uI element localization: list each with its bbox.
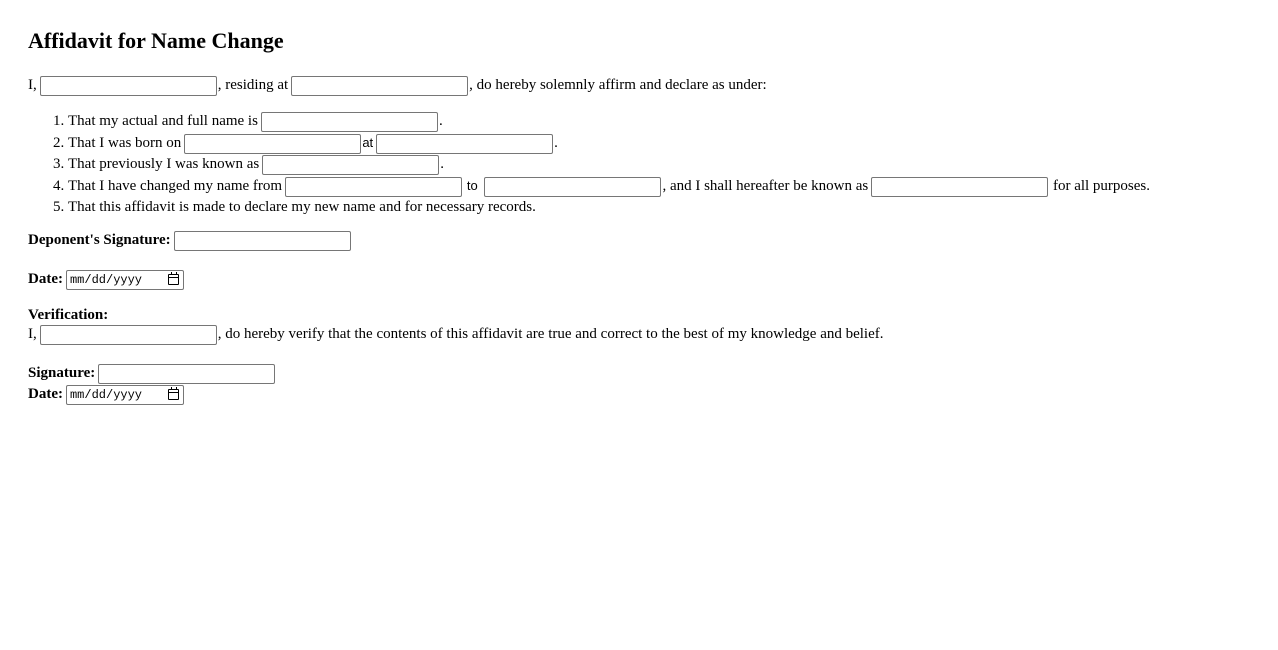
date2-placeholder: mm/dd/yyyy	[69, 387, 142, 402]
previous-name-input[interactable]	[262, 155, 439, 175]
intro-prefix: I,	[28, 77, 37, 93]
list-item	[68, 111, 1150, 132]
list-item	[68, 197, 1150, 218]
birth-date-input[interactable]	[184, 134, 361, 154]
new-name-input[interactable]	[484, 177, 661, 197]
date2-row	[28, 384, 184, 405]
known-as-input[interactable]	[871, 177, 1048, 197]
declarations-list	[28, 111, 1150, 218]
verification-prefix: I,	[28, 326, 37, 342]
signature-label: Signature:	[28, 365, 96, 381]
verifier-name-input[interactable]	[40, 325, 217, 345]
calendar-icon[interactable]	[168, 274, 179, 285]
list-item	[68, 132, 1150, 154]
verification-suffix: , do hereby verify that the contents of this affidavit are true and correct to the best of my knowledge and belief.	[217, 326, 884, 342]
deponent-name-input[interactable]	[40, 76, 217, 96]
date-input[interactable]	[66, 270, 184, 290]
intro-suffix: , do hereby solemnly affirm and declare as under:	[469, 77, 767, 93]
residence-input[interactable]	[291, 76, 468, 96]
item4-to: to	[466, 178, 478, 193]
intro-line	[28, 75, 767, 96]
date2-input[interactable]	[66, 385, 184, 405]
item3-end: .	[440, 156, 444, 172]
list-item	[68, 175, 1150, 197]
deponent-signature-input[interactable]	[174, 231, 351, 251]
page-title: Affidavit for Name Change	[28, 28, 284, 53]
verification-heading: Verification:	[28, 307, 109, 323]
birth-place-input[interactable]	[376, 134, 553, 154]
deponent-signature-row	[28, 230, 352, 251]
verification-line	[28, 324, 884, 345]
item2-end: .	[554, 135, 558, 151]
date2-label: Date:	[28, 386, 63, 402]
full-name-input[interactable]	[261, 112, 438, 132]
signature-row	[28, 363, 276, 384]
date-label: Date:	[28, 271, 63, 287]
item1-text: That my actual and full name is	[68, 113, 258, 129]
item4-middle: , and I shall hereafter be known as	[662, 178, 869, 194]
item5-text: That this affidavit is made to declare my new name and for necessary records.	[68, 199, 536, 215]
item3-text: That previously I was known as	[68, 156, 260, 172]
calendar-icon[interactable]	[168, 389, 179, 400]
date-row	[28, 269, 184, 290]
residing-label: , residing at	[217, 77, 289, 93]
list-item	[68, 154, 1150, 175]
date-placeholder: mm/dd/yyyy	[69, 272, 142, 287]
item1-end: .	[438, 113, 443, 129]
item2-text: That I was born on	[68, 135, 182, 151]
signature-input[interactable]	[98, 364, 275, 384]
deponent-signature-label: Deponent's Signature:	[28, 232, 171, 248]
item4-text: That I have changed my name from	[68, 178, 283, 194]
item2-at: at	[362, 135, 374, 150]
item4-end: for all purposes.	[1052, 178, 1151, 194]
verification-heading-row	[28, 305, 108, 325]
old-name-input[interactable]	[285, 177, 462, 197]
